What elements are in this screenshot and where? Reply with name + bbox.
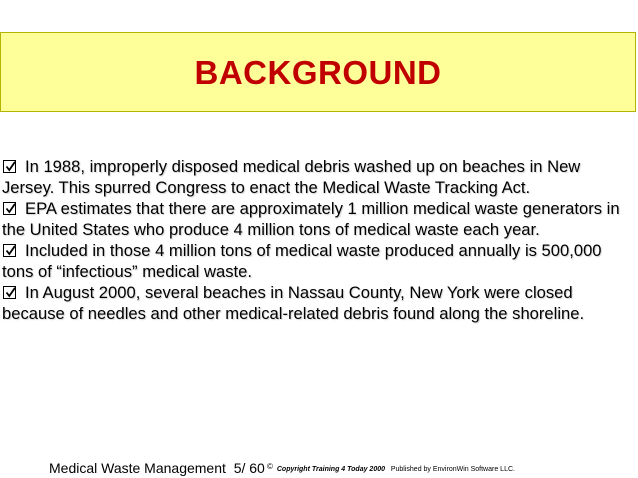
bullet-item (2, 240, 632, 282)
checkbox-checked-icon (3, 244, 16, 257)
bullet-item (2, 156, 632, 198)
bullet-list (2, 156, 632, 324)
bullet-text: In August 2000, several beaches in Nassau County, New York were closed because of needles and other medical-related debris found along the shoreline. (2, 283, 585, 323)
page-number: 5/ 60 (233, 460, 265, 476)
checkbox-checked-icon (3, 160, 16, 173)
bullet-text: EPA estimates that there are approximately 1 million medical waste generators in the United States who produce 4 million tons of medical waste each year. (2, 199, 620, 239)
copyright-text: Copyright Training 4 Today 2000 (276, 466, 385, 473)
publisher-text: Published by EnvironWin Software LLC. (390, 466, 515, 473)
bullet-item (2, 198, 632, 240)
bullet-text: In 1988, improperly disposed medical debris washed up on beaches in New Jersey. This spurred Congress to enact the Medical Waste Tracking Act. (2, 157, 581, 197)
checkbox-checked-icon (3, 202, 16, 215)
footer-course (49, 460, 265, 476)
title-bar (0, 32, 636, 112)
bullet-item (2, 282, 632, 324)
checkbox-checked-icon (3, 286, 16, 299)
copyright-icon: © (267, 462, 273, 471)
slide-title: BACKGROUND (194, 54, 442, 91)
course-name: Medical Waste Management (49, 460, 226, 476)
bullet-text: Included in those 4 million tons of medical waste produced annually is 500,000 tons of “infectious” medical waste. (2, 241, 602, 281)
footer-copyright (267, 462, 515, 474)
